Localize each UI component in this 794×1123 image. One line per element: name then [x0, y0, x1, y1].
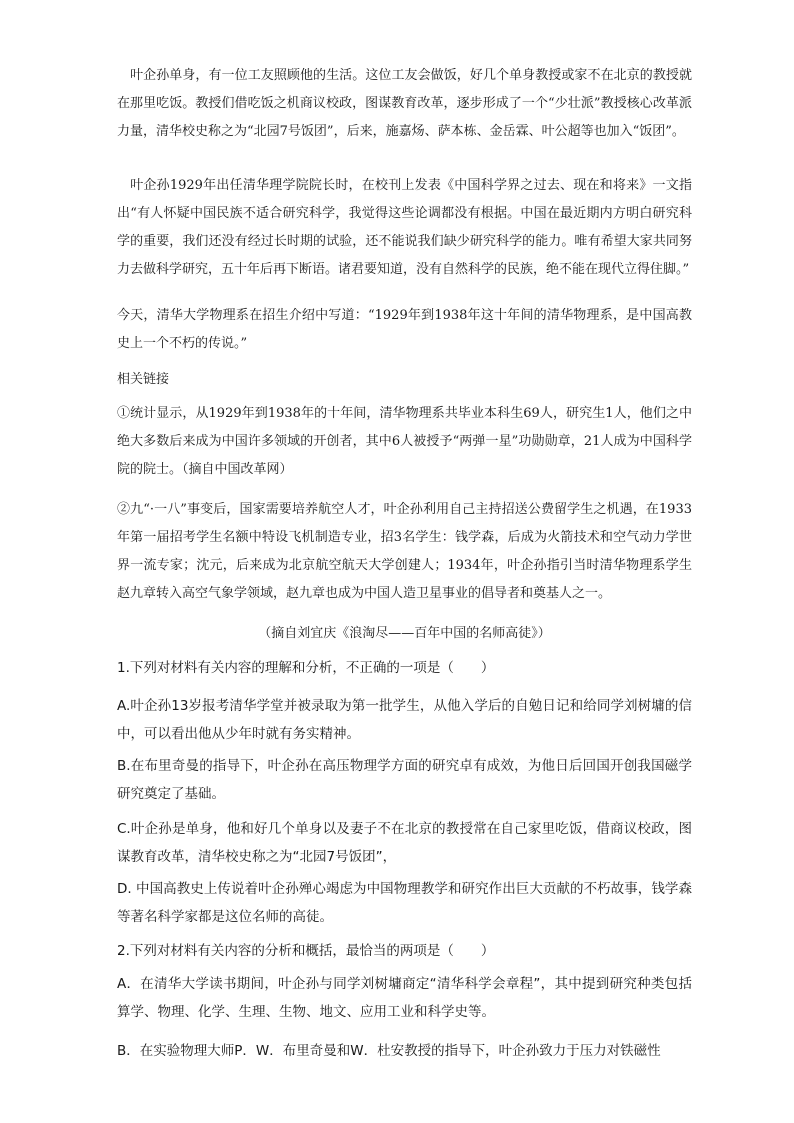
question-1-option-a: A.叶企孙13岁报考清华学堂并被录取为第一批学生，从他入学后的自勉日记和给同学刘树墉的信中，可以看出他从少年时就有务实精神。: [117, 698, 692, 742]
question-1-option-d: D. 中国高教史上传说着叶企孙殚心竭虑为中国物理教学和研究作出巨大贡献的不朽故事，钱学森等著名科学家都是这位名师的高徒。: [117, 881, 692, 925]
related-links-title: 相关链接: [117, 372, 170, 387]
question-2-stem: 2.下列对材料有关内容的分析和概括，最恰当的两项是（ ）: [117, 943, 495, 959]
question-1-option-b: B.在布里奇曼的指导下，叶企孙在高压物理学方面的研究卓有成效，为他日后回国开创我国磁学研究奠定了基础。: [117, 758, 692, 802]
source-citation: （摘自刘宜庆《浪淘尽——百年中国的名师高徒》）: [258, 626, 551, 641]
paragraph-dining-group: 叶企孙单身，有一位工友照顾他的生活。这位工友会做饭，好几个单身教授或家不在北京的教授就在那里吃饭。教授们借吃饭之机商议校政，图谋教育改革，逐步形成了一个“少壮派”教授核心改革派力量，清华校史称之为“北园7号饭团”，后来，施嘉炀、萨本栋、金岳霖、叶公超等也加入“饭团”。: [117, 68, 692, 139]
paragraph-science-essay: 叶企孙1929年出任清华理学院院长时，在校刊上发表《中国科学界之过去、现在和将来》一文指出“有人怀疑中国民族不适合研究科学，我觉得这些论调都没有根据。中国在最近期内方明白研究科学的重要，我们还没有经过长时期的试验，还不能说我们缺少研究科学的能力。唯有希望大家共同努力去做科学研究，五十年后再下断语。诸君要知道，没有自然科学的民族，绝不能在现代立得住脚。”: [117, 178, 692, 277]
related-link-2: ②九“·一八”事变后，国家需要培养航空人才，叶企孙利用自己主持招送公费留学生之机遇，在1933年第一届招考学生名额中特设飞机制造专业，招3名学生：钱学森，后成为火箭技术和空气动力学世界一流专家；沈元，后来成为北京航空航天大学创建人；1934年，叶企孙指引当时清华物理系学生赵九章转入高空气象学领域，赵九章也成为中国人造卫星事业的倡导者和奠基人之一。: [117, 502, 692, 601]
question-1-option-c: C.叶企孙是单身，他和好几个单身以及妻子不在北京的教授常在自己家里吃饭，借商议校政，图谋教育改革，清华校史称之为“北园7号饭团”，: [117, 821, 692, 865]
question-2-option-b: B．在实验物理大师P．W．布里奇曼和W．杜安教授的指导下，叶企孙致力于压力对铁磁性: [117, 1043, 661, 1059]
question-1-stem: 1.下列对材料有关内容的理解和分析，不正确的一项是（ ）: [117, 660, 495, 676]
paragraph-tsinghua-today: 今天，清华大学物理系在招生介绍中写道：“1929年到1938年这十年间的清华物理系，是中国高教史上一个不朽的传说。”: [117, 308, 692, 351]
related-link-1: ①统计显示，从1929年到1938年的十年间，清华物理系共毕业本科生69人，研究生1人，他们之中绝大多数后来成为中国许多领域的开创者，其中6人被授予“两弹一星”功勋勋章，21人成为中国科学院的院士。（摘自中国改革网）: [117, 406, 692, 477]
question-2-option-a: A．在清华大学读书期间，叶企孙与同学刘树墉商定“清华科学会章程”，其中提到研究种类包括算学、物理、化学、生理、生物、地文、应用工业和科学史等。: [117, 976, 692, 1020]
